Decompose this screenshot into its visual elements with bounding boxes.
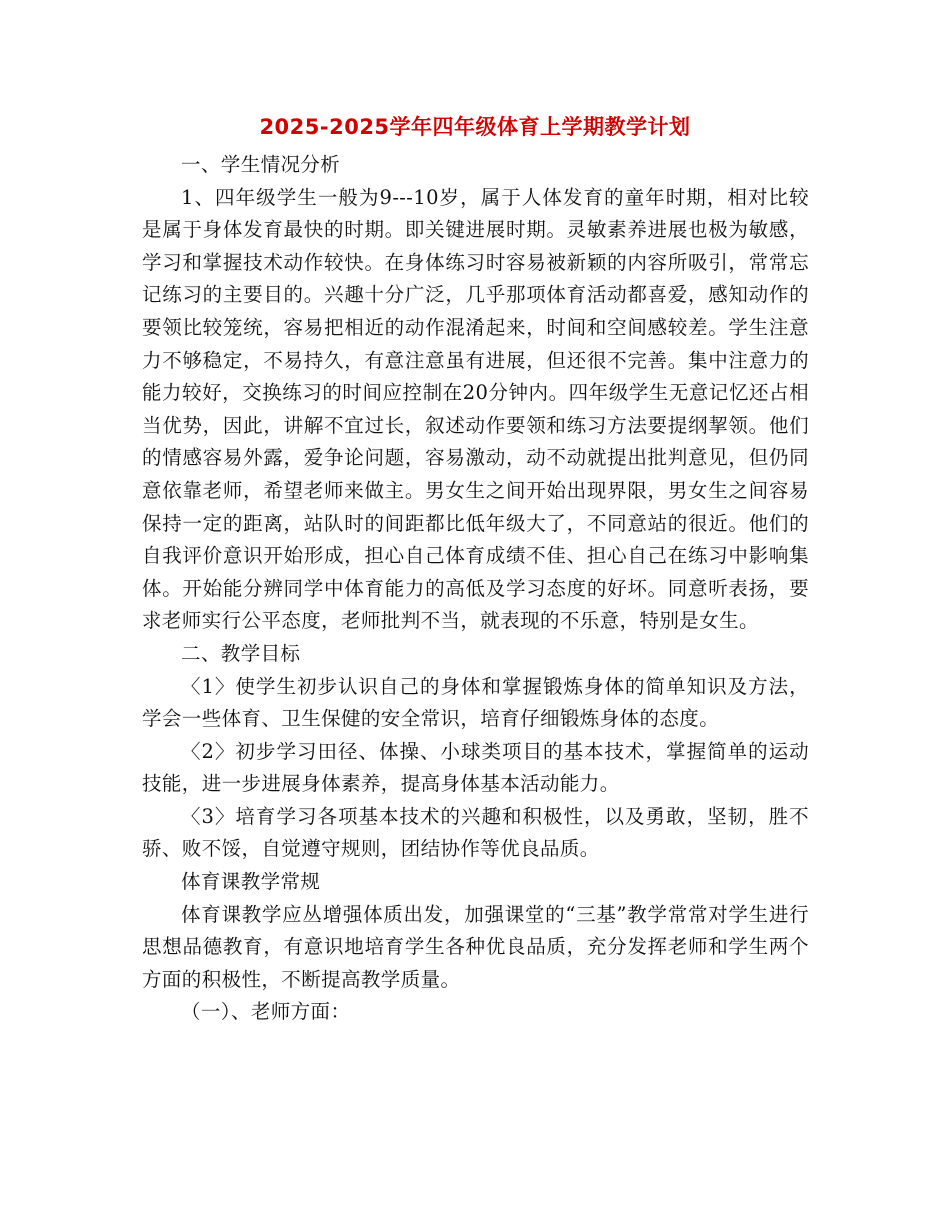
- paragraph-goal-2: 〈2〉初步学习田径、体操、小球类项目的基本技术，掌握简单的运动技能，进一步进展身体素养，提高身体基本活动能力。: [142, 739, 809, 796]
- section-heading-pe-routine: 体育课教学常规: [181, 870, 321, 894]
- paragraph-goal-1: 〈1〉使学生初步认识自己的身体和掌握锻炼身体的简单知识及方法，学会一些体育、卫生保健的安全常识，培育仔细锻炼身体的态度。: [142, 674, 809, 731]
- section-heading-student-analysis: 一、学生情况分析: [181, 153, 341, 176]
- document-body: [142, 149, 809, 1029]
- paragraph-goal-3: 〈3〉培育学习各项基本技术的兴趣和积极性，以及勇敢，坚韧，胜不骄、败不馁，自觉遵守规则，团结协作等优良品质。: [142, 804, 809, 861]
- section-heading-teacher: （一）、老师方面：: [181, 1000, 351, 1024]
- paragraph-pe-routine: 体育课教学应丛增强体质出发，加强课堂的“三基”教学常常对学生进行思想品德教育，有意识地培育学生各种优良品质，充分发挥老师和学生两个方面的积极性，不断提高教学质量。: [142, 902, 809, 991]
- paragraph-student-analysis: 1、四年级学生一般为9---10岁，属于人体发育的童年时期，相对比较是属于身体发育最快的时期。即关键进展时期。灵敏素养进展也极为敏感，学习和掌握技术动作较快。在身体练习时容易被新颖的内容所吸引，常常忘记练习的主要目的。兴趣十分广泛，几乎那项体育活动都喜爱，感知动作的要领比较笼统，容易把相近的动作混淆起来，时间和空间感较差。学生注意力不够稳定，不易持久，有意注意虽有进展，但还很不完善。集中注意力的能力较好，交换练习的时间应控制在20分钟内。四年级学生无意记忆还占相当优势，因此，讲解不宜过长，叙述动作要领和练习方法要提纲挈领。他们的情感容易外露，爱争论问题，容易激动，动不动就提出批判意见，但仍同意依靠老师，希望老师来做主。男女生之间开始出现界限，男女生之间容易保持一定的距离，站队时的间距都比低年级大了，不同意站的很近。他们的自我评价意识开始形成，担心自己体育成绩不佳、担心自己在练习中影响集体。开始能分辨同学中体育能力的高低及学习态度的好坏。同意听表扬，要求老师实行公平态度，老师批判不当，就表现的不乐意，特别是女生。: [142, 185, 809, 633]
- section-heading-teaching-goals: 二、教学目标: [181, 641, 301, 665]
- document-title: 2025-2025学年四年级体育上学期教学计划: [259, 115, 691, 139]
